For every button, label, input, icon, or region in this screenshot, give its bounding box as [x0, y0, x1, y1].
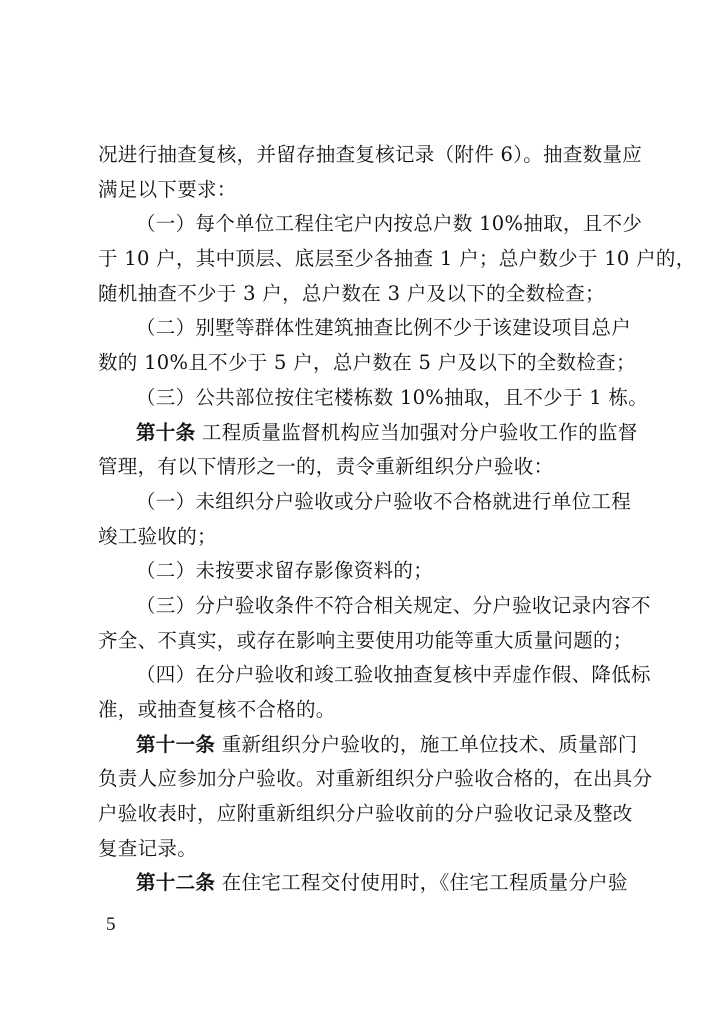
body-line: 竣工验收的；	[98, 524, 217, 548]
body-line: 负责人应参加分户验收。对重新组织分户验收合格的，在出具分	[98, 767, 653, 791]
article-line	[98, 866, 638, 901]
body-line: 准，或抽查复核不合格的。	[98, 698, 336, 721]
article-heading: 第十一条	[136, 732, 216, 756]
body-line: （一）未组织分户验收或分户验收不合格就进行单位工程	[136, 489, 632, 513]
body-line: （二）别墅等群体性建筑抽查比例不少于该建设项目总户	[136, 316, 632, 340]
body-line: （一）每个单位工程住宅户内按总户数 10%抽取，且不少	[136, 212, 643, 236]
body-line: 复查记录。	[98, 836, 198, 860]
body-line: 户验收表时，应附重新组织分户验收前的分户验收记录及整改	[98, 802, 633, 826]
body-line: （三）公共部位按住宅楼栋数 10%抽取，且不少于 1 栋。	[136, 385, 649, 409]
body-line: （二）未按要求留存影像资料的；	[136, 559, 434, 583]
body-line: 数的 10%且不少于 5 户，总户数在 5 户及以下的全数检查；	[98, 351, 636, 375]
body-line: 随机抽查不少于 3 户，总户数在 3 户及以下的全数检查；	[98, 281, 605, 305]
article-text: 在住宅工程交付使用时，《住宅工程质量分户验	[215, 871, 628, 895]
body-line: （三）分户验收条件不符合相关规定、分户验收记录内容不	[136, 593, 651, 617]
article-line	[98, 416, 638, 451]
article-heading: 第十二条	[136, 871, 216, 895]
page-number: 5	[106, 914, 116, 935]
body-line: 满足以下要求：	[98, 177, 237, 201]
article-text: 重新组织分户验收的，施工单位技术、质量部门	[215, 732, 638, 756]
document-body	[98, 138, 696, 901]
body-line: 齐全、不真实，或存在影响主要使用功能等重大质量问题的；	[98, 628, 633, 652]
body-line: 管理，有以下情形之一的，责令重新组织分户验收：	[98, 455, 554, 479]
article-heading: 第十条	[136, 420, 196, 444]
body-line: 况进行抽查复核，并留存抽查复核记录（附件 6）。抽查数量应	[98, 143, 643, 166]
body-line: （四）在分户验收和竣工验收抽查复核中弄虚作假、降低标	[136, 663, 651, 687]
article-line	[98, 728, 638, 763]
body-line: 于 10 户，其中顶层、底层至少各抽查 1 户；总户数少于 10 户的，	[98, 247, 696, 271]
article-text: 工程质量监督机构应当加强对分户验收工作的监督	[195, 420, 638, 444]
